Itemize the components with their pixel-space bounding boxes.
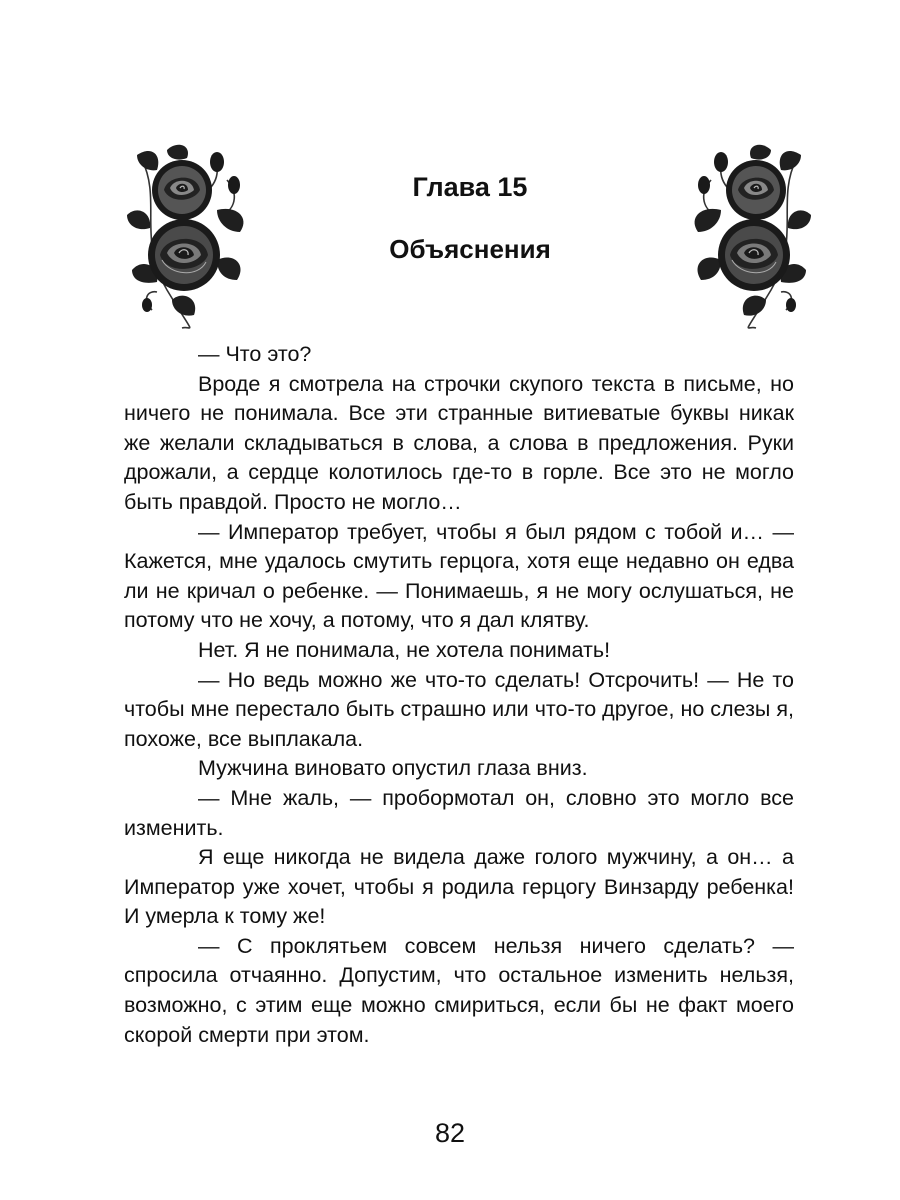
paragraph: Нет. Я не понимала, не хотела понимать! xyxy=(198,637,611,662)
page-number: 82 xyxy=(434,1118,466,1148)
paragraph: Мужчина виновато опустил глаза вниз. xyxy=(198,756,588,781)
paragraph: — Но ведь можно же что-то сделать! Отсрочить! — Не то чтобы мне перестало быть страшно или что-то другое, но слезы я, похоже, все выплакала. xyxy=(124,667,794,751)
paragraph: — Мне жаль, — пробормотал он, словно это могло все изменить. xyxy=(124,785,794,840)
chapter-title: Глава 15 xyxy=(412,172,528,202)
chapter-body xyxy=(124,340,794,1050)
paragraph: — С проклятьем совсем нельзя ничего сделать? — спросила отчаянно. Допустим, что остальное изменить нельзя, возможно, с этим еще можно смириться, если бы не факт моего скорой смерти при этом. xyxy=(124,933,794,1047)
paragraph: Вроде я смотрела на строчки скупого текста в письме, но ничего не понимала. Все эти странные витиеватые буквы никак же желали складываться в слова, а слова в предложения. Руки дрожали, а сердце колотилось где-то в горле. Все это не могло быть правдой. Просто не могло… xyxy=(124,371,794,514)
paragraph: Я еще никогда не видела даже голого мужчину, а он… а Император уже хочет, чтобы я родила герцогу Винзарду ребенка! И умерла к тому же! xyxy=(124,845,794,929)
paragraph: — Император требует, чтобы я был рядом с тобой и… — Кажется, мне удалось смутить герцога, хотя еще недавно он едва ли не кричал о ребенке. — Понимаешь, я не могу ослушаться, не потому что не хочу, а потому, что я дал клятву. xyxy=(124,519,794,633)
chapter-subtitle: Объяснения xyxy=(389,234,551,264)
paragraph: — Что это? xyxy=(198,342,312,366)
